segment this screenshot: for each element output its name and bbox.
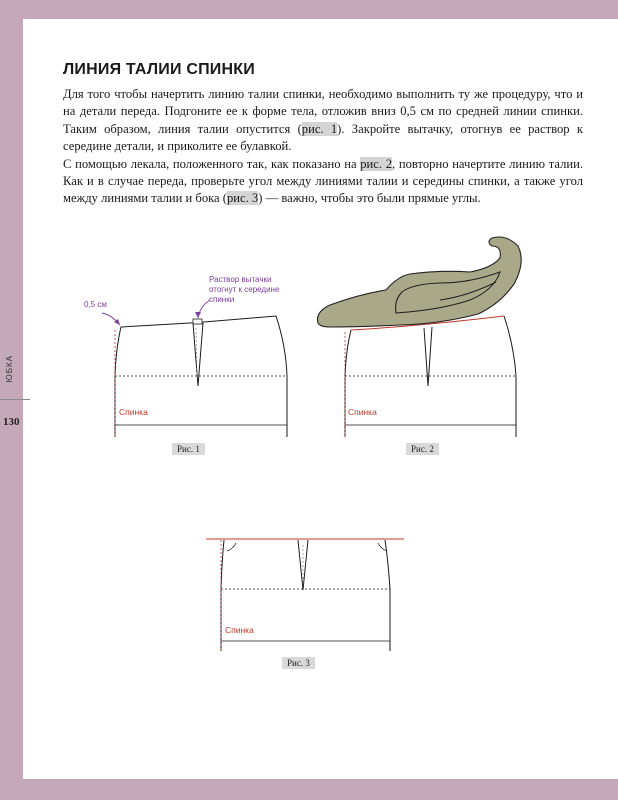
fig1-caption: Рис. 1 [172,443,205,455]
fig1-dart-center [196,328,197,380]
paragraph-text: ) — важно, чтобы это были прямые углы. [258,191,481,206]
figure-ref-2: рис. 2 [360,156,393,171]
fig1-piece-label: Спинка [119,407,148,417]
paragraph-text: Для того чтобы начертить линию талии спинки, необходимо выполнить ту же процедуру, что и на детали переда. Подгоните ее к форме тела, отложив вниз 0,5 см по средней линии спинки. Таким образом, линия талии опустится ( [63,87,583,136]
fig1-note-arrowhead [195,312,201,318]
figure-ref-1: рис. 1 [301,121,338,136]
fig2-outline [345,316,516,437]
paragraph-text: , повторно начертите линию талии. Как и в случае переда, проверьте угол между линиями талии и середины спинки, а также угол между линиями талии и бока ( [63,156,583,206]
fig2-caption: Рис. 2 [406,443,439,455]
paragraph-text: С помощью лекала, положенного так, как показано на [63,156,361,171]
fig1-note-line-1: Раствор вытачки [209,275,272,284]
fig3-piece-label: Спинка [225,625,254,635]
paragraph-text: ). Закройте вытачку, отогнув ее раствор к середине детали, и приколите ее булавкой. [63,121,583,154]
fig1-note-line-3: спинки [209,295,235,304]
fig2-dart [424,327,432,386]
figure-ref-3: рис. 3 [227,191,259,206]
french-curve-ruler [318,237,522,327]
fig3-left-right-angle [227,543,236,551]
page-number: 130 [3,416,20,428]
fig1-dart-fold [193,319,202,324]
fig3-caption: Рис. 3 [282,657,315,669]
fig2-piece-label: Спинка [348,407,377,417]
fig1-dart [193,323,203,386]
fig1-note-line-2: отогнут к середине [209,285,280,294]
section-label: ЮБКА [5,355,14,383]
fig1-outline [115,316,287,437]
page-title: ЛИНИЯ ТАЛИИ СПИНКИ [63,61,255,78]
fig1-measure-label: 0,5 см [84,300,107,309]
